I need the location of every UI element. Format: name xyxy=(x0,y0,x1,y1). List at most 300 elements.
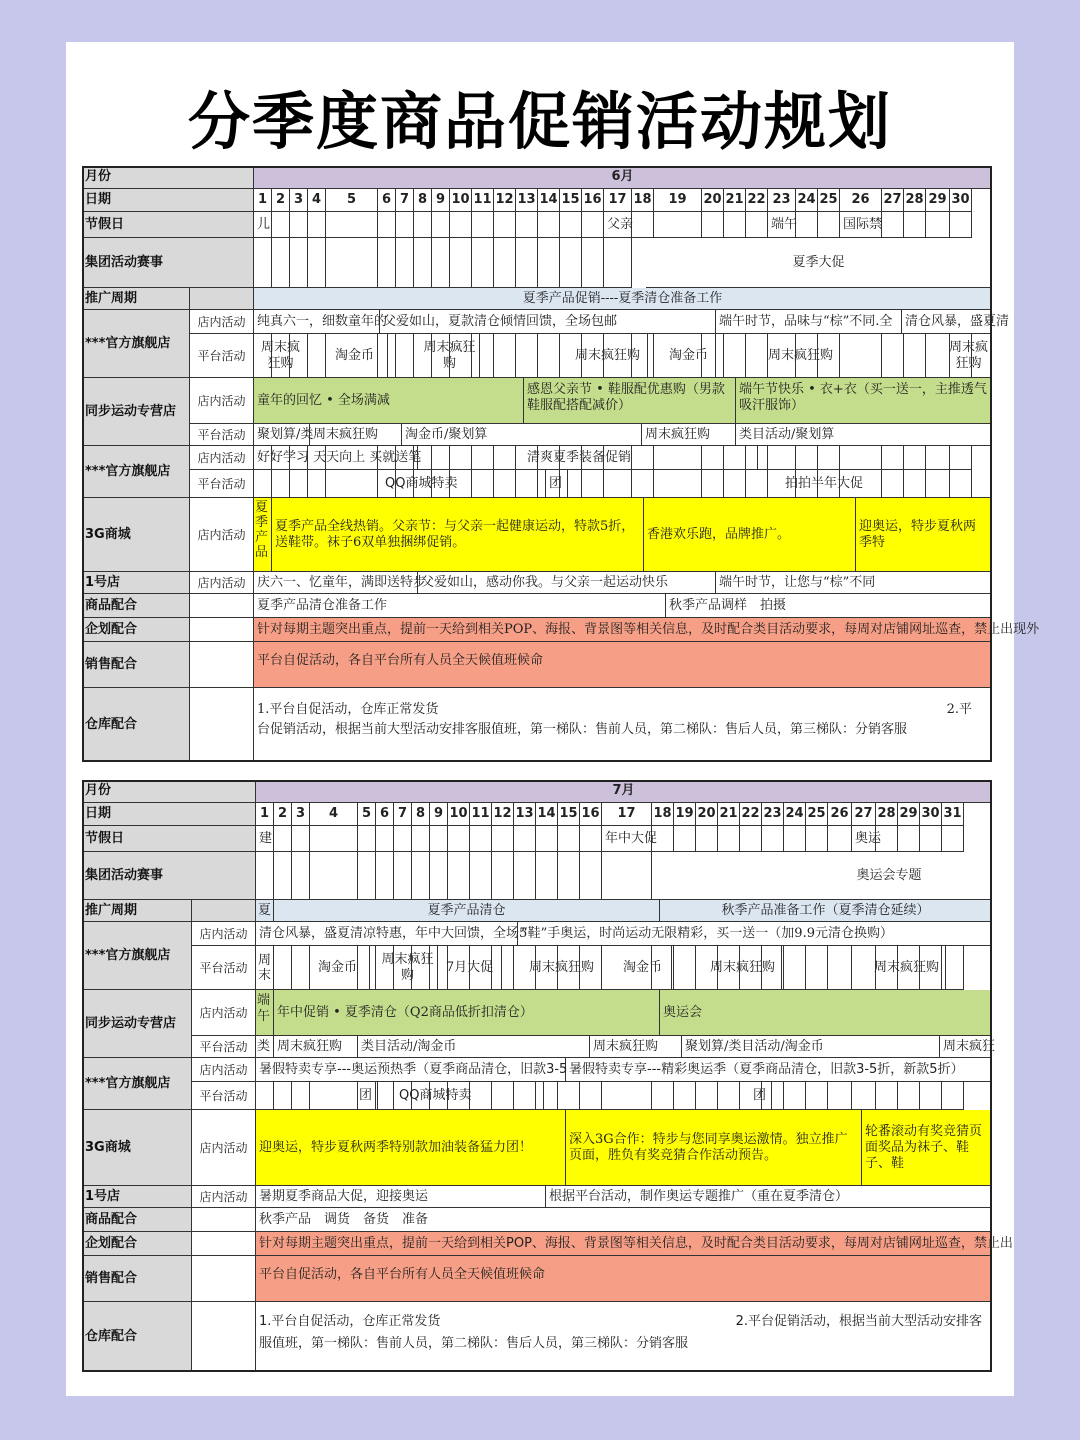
grid-cell xyxy=(604,470,632,498)
grid-cell xyxy=(950,212,972,238)
sub-label-in-store: 店内活动 xyxy=(190,572,254,594)
day-cell: 2 xyxy=(274,803,292,826)
empty-sub xyxy=(190,594,254,618)
day-cell: 15 xyxy=(558,803,580,826)
grid-cell xyxy=(492,852,514,900)
page-card xyxy=(66,42,1040,1396)
planning-text: 针对每期主题突出重点，提前一天给到相关POP、海报、背景图等相关信息，及时配合类目活动要求，每周对店铺网址巡查，禁止出 xyxy=(256,1232,992,1256)
grid-cell xyxy=(492,826,514,852)
day-cell: 25 xyxy=(818,189,840,212)
grid-cell xyxy=(796,212,818,238)
day-cell: 25 xyxy=(806,803,828,826)
warehouse-text xyxy=(254,688,992,762)
store-activity: 香港欢乐跑，品牌推广。 xyxy=(644,498,856,572)
july-schedule-table xyxy=(82,780,1013,1372)
row-label-official-store-1: ***官方旗舰店 xyxy=(82,922,192,990)
grid-cell xyxy=(514,826,536,852)
platform-activity: 淘金币 xyxy=(662,334,716,378)
grid-cell xyxy=(272,470,290,498)
platform-activity: 淘金币 xyxy=(614,946,672,990)
empty-sub xyxy=(190,642,254,688)
grid-cell xyxy=(256,1082,274,1110)
grid-cell xyxy=(274,946,292,990)
platform-activity: QQ商城特卖 xyxy=(382,470,546,498)
grid-cell xyxy=(746,212,768,238)
day-cell: 27 xyxy=(882,189,904,212)
day-cell: 14 xyxy=(536,803,558,826)
grid-cell xyxy=(654,470,702,498)
grid-cell xyxy=(514,852,536,900)
grid-cell xyxy=(718,1082,740,1110)
grid-cell xyxy=(558,1082,580,1110)
platform-activity: 7月大促 xyxy=(438,946,502,990)
sub-label-in-store: 店内活动 xyxy=(190,378,254,424)
row-label-sales: 销售配合 xyxy=(82,1256,192,1302)
grid-cell xyxy=(560,212,582,238)
platform-activity: 周末 xyxy=(256,946,274,990)
grid-cell xyxy=(432,446,450,470)
grid-cell xyxy=(394,852,412,900)
grid-cell xyxy=(290,212,308,238)
warehouse-text xyxy=(256,1302,992,1372)
grid-cell xyxy=(448,826,470,852)
platform-activity: 周末疯狂购 xyxy=(590,1036,682,1058)
day-cell: 22 xyxy=(746,189,768,212)
grid-cell xyxy=(582,212,604,238)
sub-label-in-store: 店内活动 xyxy=(190,446,254,470)
grid-cell xyxy=(784,1082,806,1110)
goods-task: 秋季产品 调货 备货 准备 xyxy=(256,1208,992,1232)
grid-cell xyxy=(828,826,852,852)
grid-cell xyxy=(396,334,414,378)
day-cell: 13 xyxy=(514,803,536,826)
day-cell: 3 xyxy=(290,189,308,212)
row-label-sync-store: 同步运动专营店 xyxy=(82,378,190,446)
promo-cycle-text: 秋季产品准备工作（夏季清仓延续） xyxy=(660,900,992,922)
grid-cell xyxy=(882,446,904,470)
grid-cell xyxy=(290,238,308,288)
empty-sub xyxy=(192,1302,256,1372)
grid-cell xyxy=(806,1082,828,1110)
store-activity: 清仓风暴，盛夏清凉特惠，年中大回馈，全场5 xyxy=(256,922,518,946)
grid-cell xyxy=(718,826,740,852)
row-label-sync-store: 同步运动专营店 xyxy=(82,990,192,1058)
store-activity: 暑假特卖专享---奥运预热季（夏季商品清仓，旧款3-5 xyxy=(256,1058,566,1082)
grid-cell xyxy=(602,1082,652,1110)
holiday-cell: 儿 xyxy=(254,212,272,238)
grid-cell xyxy=(494,212,516,238)
grid-cell xyxy=(378,238,396,288)
day-cell: 23 xyxy=(762,803,784,826)
holiday-cell: 端午 xyxy=(768,212,796,238)
grid-cell xyxy=(702,212,724,238)
row-label-warehouse: 仓库配合 xyxy=(82,1302,192,1372)
day-cell: 8 xyxy=(414,189,432,212)
day-cell: 24 xyxy=(784,803,806,826)
row-label-official-store-2: ***官方旗舰店 xyxy=(82,446,190,498)
day-cell: 16 xyxy=(580,803,602,826)
grid-cell xyxy=(396,212,414,238)
grid-cell xyxy=(494,238,516,288)
row-label-promo-cycle: 推广周期 xyxy=(82,900,192,922)
row-label-store-1: 1号店 xyxy=(82,1186,192,1208)
grid-cell xyxy=(604,238,632,288)
grid-cell xyxy=(326,212,378,238)
grid-cell xyxy=(358,826,376,852)
row-label-store-1: 1号店 xyxy=(82,572,190,594)
platform-activity: 周末疯狂购 xyxy=(310,424,402,446)
store-activity: 端午 xyxy=(256,990,274,1036)
day-cell: 7 xyxy=(396,189,414,212)
store-activity: 感恩父亲节 • 鞋服配优惠购（男款鞋服配搭配减价） xyxy=(524,378,736,424)
grid-cell xyxy=(582,238,604,288)
grid-cell xyxy=(898,826,920,852)
grid-cell xyxy=(696,1082,718,1110)
grid-cell xyxy=(904,446,926,470)
platform-activity: 淘金币 xyxy=(322,334,388,378)
grid-cell xyxy=(272,212,290,238)
platform-activity: 周末疯狂购 xyxy=(642,424,736,446)
row-label-group-event: 集团活动赛事 xyxy=(82,238,254,288)
sub-label-platform: 平台活动 xyxy=(190,424,254,446)
row-label-planning: 企划配合 xyxy=(82,1232,192,1256)
store-activity: 奥运会 xyxy=(660,990,992,1036)
grid-cell xyxy=(882,334,904,378)
row-label-3g-mall: 3G商城 xyxy=(82,498,190,572)
grid-cell xyxy=(472,446,494,470)
day-cell: 22 xyxy=(740,803,762,826)
grid-cell xyxy=(516,238,538,288)
empty-sub xyxy=(190,688,254,762)
grid-cell xyxy=(560,238,582,288)
day-cell: 10 xyxy=(448,803,470,826)
grid-cell xyxy=(920,1082,942,1110)
grid-cell xyxy=(724,212,746,238)
day-cell: 9 xyxy=(430,803,448,826)
row-label-date: 日期 xyxy=(82,189,254,212)
grid-cell xyxy=(696,826,718,852)
grid-cell xyxy=(450,238,472,288)
grid-cell xyxy=(310,852,358,900)
grid-cell xyxy=(358,852,376,900)
grid-cell xyxy=(450,446,472,470)
platform-activity: 拍拍半年大促 xyxy=(782,470,992,498)
grid-cell xyxy=(376,852,394,900)
day-cell: 30 xyxy=(920,803,942,826)
day-cell: 28 xyxy=(876,803,898,826)
grid-cell xyxy=(580,826,602,852)
day-cell: 19 xyxy=(674,803,696,826)
day-cell: 10 xyxy=(450,189,472,212)
sub-label-in-store: 店内活动 xyxy=(192,1186,256,1208)
grid-cell xyxy=(450,212,472,238)
warehouse-line-1-right: 2.平 xyxy=(946,702,972,717)
store-activity: 深入3G合作：特步与您同享奥运激情。独立推广页面，胜负有奖竞猜合作活动预告。 xyxy=(566,1110,862,1186)
day-cell: 28 xyxy=(904,189,926,212)
grid-cell xyxy=(582,470,604,498)
day-cell: 19 xyxy=(654,189,702,212)
day-cell: 27 xyxy=(852,803,876,826)
warehouse-line-1: 1.平台自促活动，仓库正常发货 xyxy=(259,1314,441,1329)
platform-activity: 周末疯狂购 xyxy=(946,334,992,378)
grid-cell xyxy=(432,212,450,238)
grid-cell xyxy=(310,826,358,852)
grid-cell xyxy=(920,826,942,852)
grid-cell xyxy=(538,212,560,238)
grid-cell xyxy=(274,826,292,852)
platform-activity: 淘金币 xyxy=(306,946,370,990)
sub-label-platform: 平台活动 xyxy=(190,334,254,378)
grid-cell xyxy=(724,470,746,498)
store-activity: 端午节快乐 • 衣+衣（买一送一，主推透气吸汗服饰） xyxy=(736,378,992,424)
day-cell: 23 xyxy=(768,189,796,212)
holiday-cell: 年中大促 xyxy=(602,826,696,852)
promo-cycle-sub xyxy=(192,900,256,922)
sub-label-in-store: 店内活动 xyxy=(192,922,256,946)
grid-cell xyxy=(840,446,882,470)
grid-cell xyxy=(412,826,430,852)
day-cell: 29 xyxy=(926,189,950,212)
grid-cell xyxy=(430,852,448,900)
day-cell: 31 xyxy=(942,803,964,826)
grid-cell xyxy=(376,1082,394,1110)
store-activity: 清仓风暴，盛夏清 xyxy=(902,310,992,334)
grid-cell xyxy=(674,1082,696,1110)
grid-cell xyxy=(558,826,580,852)
day-cell: 15 xyxy=(560,189,582,212)
grid-cell xyxy=(828,946,852,990)
day-cell: 14 xyxy=(538,189,560,212)
empty-sub xyxy=(192,1232,256,1256)
platform-activity: QQ商城特卖 xyxy=(396,1082,544,1110)
day-cell: 16 xyxy=(582,189,604,212)
grid-cell xyxy=(432,238,450,288)
store-activity: 端午时节，让您与“棕”不同 xyxy=(716,572,992,594)
warehouse-line-2: 服值班，第一梯队：售前人员，第二梯队：售后人员，第三梯队：分销客服 xyxy=(259,1336,689,1351)
grid-cell xyxy=(796,446,818,470)
grid-cell xyxy=(536,826,558,852)
grid-cell xyxy=(292,852,310,900)
grid-cell xyxy=(470,852,492,900)
platform-activity: 淘金币/聚划算 xyxy=(402,424,642,446)
sub-label-in-store: 店内活动 xyxy=(192,1058,256,1082)
grid-cell xyxy=(494,334,516,378)
grid-cell xyxy=(818,212,840,238)
day-cell: 4 xyxy=(310,803,358,826)
grid-cell xyxy=(904,212,926,238)
june-schedule-table xyxy=(82,166,1040,762)
grid-cell xyxy=(254,238,272,288)
day-cell: 6 xyxy=(376,803,394,826)
warehouse-line-2: 台促销活动，根据当前大型活动安排客服值班，第一梯队：售前人员，第二梯队：售后人员，第三梯队：分销客服 xyxy=(257,722,908,737)
goods-task: 夏季产品清仓准备工作 xyxy=(254,594,666,618)
row-label-official-store-1: ***官方旗舰店 xyxy=(82,310,190,378)
goods-task: 秋季产品调样 拍摄 xyxy=(666,594,992,618)
day-cell: 4 xyxy=(308,189,326,212)
platform-activity: 周末疯狂购 xyxy=(568,334,648,378)
day-cell: 8 xyxy=(412,803,430,826)
grid-cell xyxy=(876,1082,898,1110)
day-cell: 1 xyxy=(254,189,272,212)
grid-cell xyxy=(784,826,806,852)
month-header: 7月 xyxy=(256,780,992,803)
day-cell: 12 xyxy=(492,803,514,826)
day-cell: 12 xyxy=(494,189,516,212)
grid-cell xyxy=(326,470,378,498)
month-header: 6月 xyxy=(254,166,992,189)
day-cell: 20 xyxy=(702,189,724,212)
warehouse-line-1: 1.平台自促活动，仓库正常发货 xyxy=(257,702,439,717)
day-cell: 5 xyxy=(358,803,376,826)
grid-cell xyxy=(396,238,414,288)
row-label-3g-mall: 3G商城 xyxy=(82,1110,192,1186)
grid-cell xyxy=(308,470,326,498)
day-cell: 21 xyxy=(724,189,746,212)
grid-cell xyxy=(272,238,290,288)
grid-cell xyxy=(254,470,272,498)
grid-cell xyxy=(292,1082,310,1110)
grid-cell xyxy=(840,334,882,378)
warehouse-line-1-right: 2.平台促销活动，根据当前大型活动安排客 xyxy=(735,1314,982,1329)
grid-cell xyxy=(746,470,768,498)
grid-cell xyxy=(538,238,560,288)
grid-cell xyxy=(516,212,538,238)
day-cell: 29 xyxy=(898,803,920,826)
platform-activity: 周末疯狂购 xyxy=(420,334,480,378)
grid-cell xyxy=(942,1082,964,1110)
store-activity: 夏季产品全线热销。父亲节：与父亲一起健康运动，特款5折，送鞋带。袜子6双单独捆绑促销。 xyxy=(272,498,644,572)
row-label-holiday: 节假日 xyxy=(82,826,256,852)
platform-activity: 团 xyxy=(546,470,568,498)
grid-cell xyxy=(472,238,494,288)
day-cell: 17 xyxy=(604,189,632,212)
grid-cell xyxy=(926,446,950,470)
platform-activity: 团 xyxy=(750,1082,772,1110)
group-event-olympics: 奥运会专题 xyxy=(570,852,992,900)
grid-cell xyxy=(702,470,724,498)
row-label-official-store-2: ***官方旗舰店 xyxy=(82,1058,192,1110)
day-cell: 3 xyxy=(292,803,310,826)
day-cell: 11 xyxy=(470,803,492,826)
day-cell: 20 xyxy=(696,803,718,826)
day-cell: 17 xyxy=(602,803,652,826)
grid-cell xyxy=(470,826,492,852)
day-cell: 18 xyxy=(652,803,674,826)
platform-activity: 聚划算/类目活动/淘金币 xyxy=(682,1036,940,1058)
platform-activity: 周末疯狂购 xyxy=(254,334,308,378)
platform-activity: 聚划算/类 xyxy=(254,424,310,446)
row-label-month: 月份 xyxy=(82,780,256,803)
store-activity: “鞋”手奥运，时尚运动无限精彩，买一送一（加9.9元清仓换购） xyxy=(518,922,992,946)
platform-activity: 周末疯狂购 xyxy=(522,946,602,990)
platform-activity: 周末疯狂 xyxy=(940,1036,992,1058)
grid-cell xyxy=(430,826,448,852)
row-label-group-event: 集团活动赛事 xyxy=(82,852,256,900)
grid-cell xyxy=(942,826,964,852)
grid-cell xyxy=(274,852,292,900)
day-cell: 1 xyxy=(256,803,274,826)
sub-label-in-store: 店内活动 xyxy=(190,310,254,334)
sub-label-platform: 平台活动 xyxy=(192,1036,256,1058)
grid-cell xyxy=(414,238,432,288)
row-label-date: 日期 xyxy=(82,803,256,826)
sub-label-platform: 平台活动 xyxy=(192,946,256,990)
day-cell: 21 xyxy=(718,803,740,826)
platform-activity: 类目活动/聚划算 xyxy=(736,424,992,446)
store-activity: 庆六一、忆童年，满即送特步 xyxy=(254,572,418,594)
platform-activity: 类 xyxy=(256,1036,274,1058)
grid-cell xyxy=(784,946,806,990)
row-label-planning: 企划配合 xyxy=(82,618,190,642)
promo-cycle-text: 夏季产品促销----夏季清仓准备工作 xyxy=(254,288,992,310)
grid-cell xyxy=(904,334,926,378)
grid-cell xyxy=(378,212,396,238)
grid-cell xyxy=(448,852,470,900)
group-event-summer-sale: 夏季大促 xyxy=(646,238,992,288)
grid-cell xyxy=(806,826,828,852)
sales-text: 平台自促活动，各自平台所有人员全天候值班候命 xyxy=(256,1256,992,1302)
grid-cell xyxy=(414,212,432,238)
platform-activity: 周末疯狂购 xyxy=(274,1036,358,1058)
row-label-goods: 商品配合 xyxy=(82,1208,192,1232)
grid-cell xyxy=(494,446,516,470)
planning-text: 针对每期主题突出重点，提前一天给到相关POP、海报、背景图等相关信息，及时配合类目活动要求，每周对店铺网址巡查，禁止出现外 xyxy=(254,618,992,642)
row-label-sales: 销售配合 xyxy=(82,642,190,688)
store-activity: 暑假特卖专享---精彩奥运季（夏季商品清仓，旧款3-5折，新款5折） xyxy=(566,1058,992,1082)
platform-activity: 周末疯狂购 xyxy=(378,946,438,990)
grid-cell xyxy=(724,334,746,378)
day-cell: 5 xyxy=(326,189,378,212)
day-cell: 9 xyxy=(432,189,450,212)
platform-activity: 周末疯狂购 xyxy=(868,946,946,990)
store-activity: 暑期夏季商品大促，迎接奥运 xyxy=(256,1186,546,1208)
promo-cycle-text: 夏 xyxy=(256,900,274,922)
grid-cell xyxy=(950,446,972,470)
holiday-cell: 建 xyxy=(256,826,274,852)
sub-label-platform: 平台活动 xyxy=(192,1082,256,1110)
store-activity: 年中促销 • 夏季清仓（Q2商品低折扣清仓） xyxy=(274,990,660,1036)
grid-cell xyxy=(828,1082,852,1110)
grid-cell xyxy=(652,1082,674,1110)
grid-cell xyxy=(256,852,274,900)
grid-cell xyxy=(538,334,560,378)
grid-cell xyxy=(326,238,378,288)
store-activity: 好好学习 天天向上 买就送笔 xyxy=(254,446,418,470)
holiday-cell: 奥运 xyxy=(852,826,876,852)
row-label-warehouse: 仓库配合 xyxy=(82,688,190,762)
holiday-cell: 国际禁 xyxy=(840,212,904,238)
grid-cell xyxy=(768,446,796,470)
day-cell: 7 xyxy=(394,803,412,826)
sub-label-in-store: 店内活动 xyxy=(192,990,256,1036)
grid-cell xyxy=(806,946,828,990)
grid-cell xyxy=(674,946,696,990)
platform-activity: 周末疯狂购 xyxy=(704,946,782,990)
store-activity: 清爽夏季装备促销 xyxy=(524,446,758,470)
grid-cell xyxy=(308,212,326,238)
day-cell: 24 xyxy=(796,189,818,212)
platform-activity: 类目活动/淘金币 xyxy=(358,1036,590,1058)
store-activity: 父爱如山，感动你我。与父亲一起运动快乐 xyxy=(418,572,716,594)
grid-cell xyxy=(516,334,538,378)
day-cell: 30 xyxy=(950,189,972,212)
grid-cell xyxy=(898,1082,920,1110)
store-activity: 端午时节，品味与“棕”不同.全 xyxy=(716,310,902,334)
grid-cell xyxy=(274,1082,292,1110)
grid-cell xyxy=(740,826,762,852)
day-cell: 13 xyxy=(516,189,538,212)
grid-cell xyxy=(472,212,494,238)
